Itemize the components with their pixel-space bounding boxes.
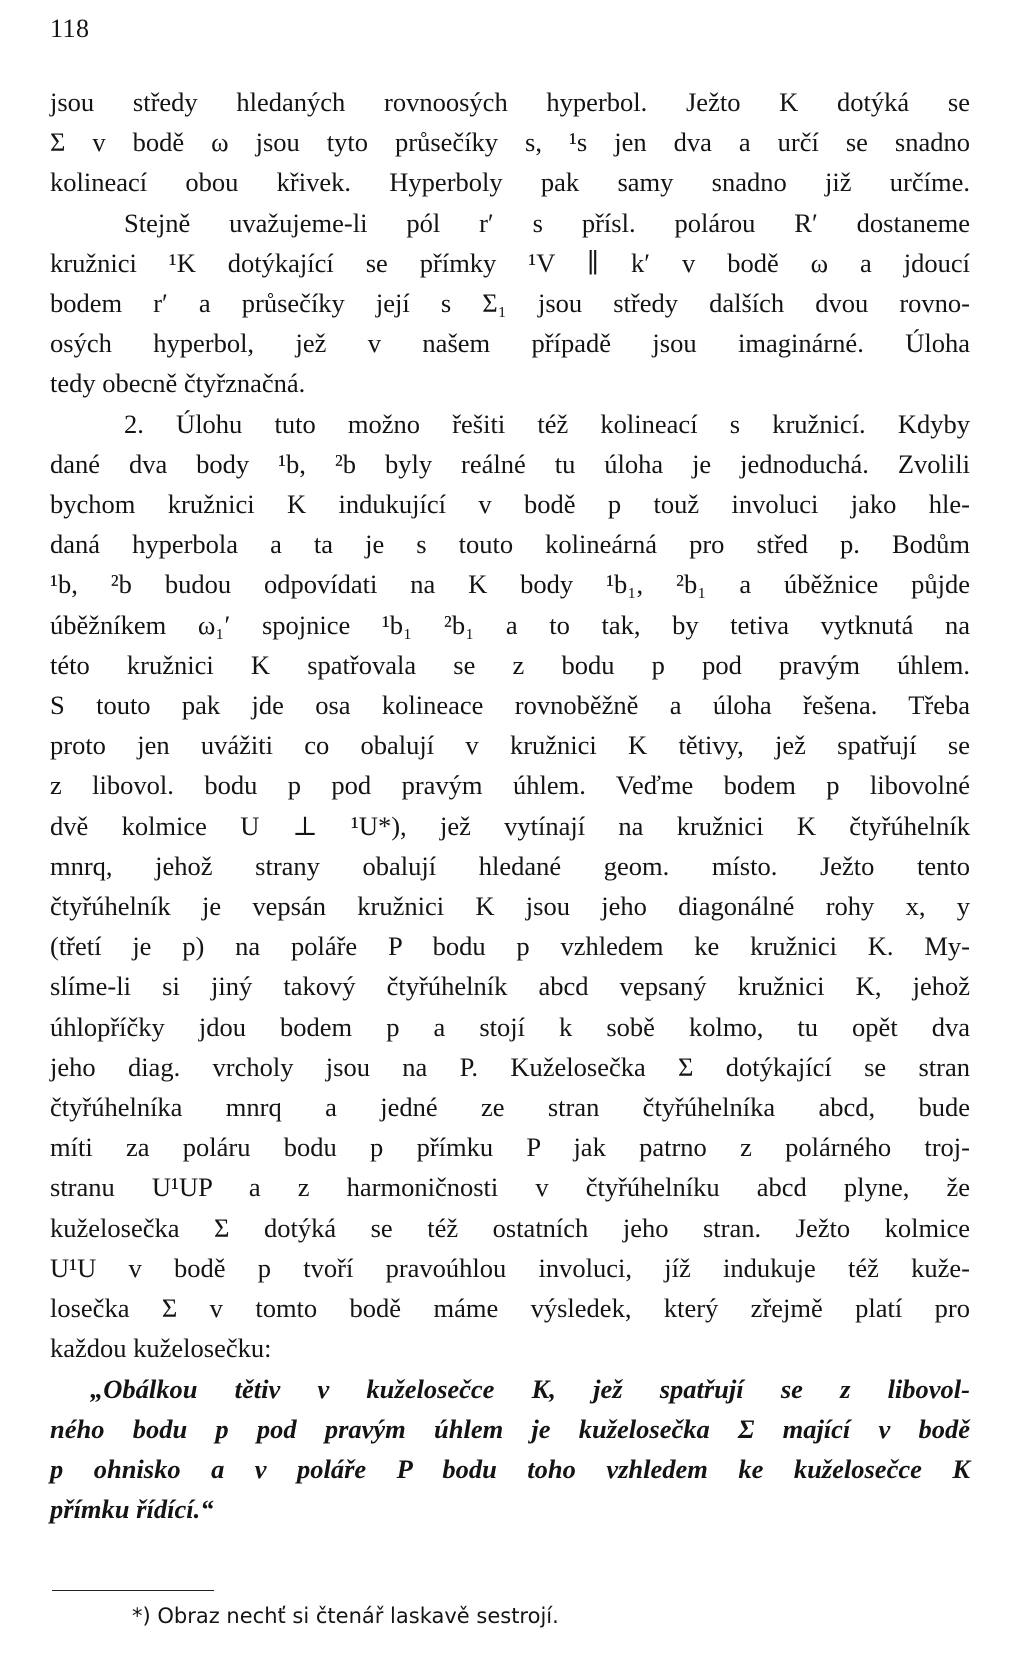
text-line: stranu U¹UP a z harmoničnosti v čtyřúhelníku abcd plyne, že [50,1172,970,1203]
text-line: jeho diag. vrcholy jsou na P. Kuželosečka Σ dotýkající se stran [50,1051,970,1082]
text-line: kuželosečka Σ dotýká se též ostatních jeho stran. Ježto kolmice [50,1212,970,1243]
quote-line: přímku řídící.“ [50,1494,214,1525]
page-number: 118 [50,14,90,43]
text-line: osých hyperbol, jež v našem případě jsou imaginárné. Úloha [50,328,970,359]
text-line: úběžníkem ω₁′ spojnice ¹b₁ ²b₁ a to tak, by tetiva vytknutá na [50,609,970,640]
quote-line: ného bodu p pod pravým úhlem je kuželosečka Σ mající v bodě [50,1413,970,1444]
text-line: čtyřúhelníka mnrq a jedné ze stran čtyřúhelníka abcd, bude [50,1092,970,1123]
quoted-theorem [50,1369,970,1530]
text-line: U¹U v bodě p tvoří pravoúhlou involuci, jíž indukuje též kuže- [50,1252,970,1283]
text-line: S touto pak jde osa kolineace rovnoběžně a úloha řešena. Třeba [50,690,970,721]
text-line: daná hyperbola a ta je s touto kolineárná pro střed p. Bodům [50,529,970,560]
text-line: losečka Σ v tomto bodě máme výsledek, který zřejmě platí pro [50,1293,970,1324]
text-line: kružnici ¹K dotýkající se přímky ¹V ∥ k′ v bodě ω a jdoucí [50,247,970,278]
text-line: Stejně uvažujeme-li pól r′ s přísl. polárou R′ dostaneme [124,207,970,238]
text-line: dané dva body ¹b, ²b byly reálné tu úloha je jednoduchá. Zvolili [50,448,970,479]
footnote-divider [52,1590,214,1591]
body-text [50,82,970,1529]
text-line: dvě kolmice U ⊥ ¹U*), jež vytínají na kružnici K čtyřúhelník [50,810,970,841]
text-line: jsou středy hledaných rovnoosých hyperbol. Ježto K dotýká se [50,87,970,117]
text-line: čtyřúhelník je vepsán kružnici K jsou jeho diagonálné rohy x, y [50,891,970,922]
text-line: proto jen uvážiti co obalují v kružnici K tětivy, jež spatřují se [50,730,970,761]
text-line: slíme-li si jiný takový čtyřúhelník abcd vepsaný kružnici K, jehož [50,971,970,1002]
text-line: Σ v bodě ω jsou tyto průsečíky s, ¹s jen dva a určí se snadno [50,127,970,158]
text-line: každou kuželosečku: [50,1333,272,1364]
text-line: míti za poláru bodu p přímku P jak patrno z polárného troj- [50,1132,970,1163]
footnote: *) Obraz nechť si čtenář laskavě sestrojí. [132,1604,559,1628]
quote-line: p ohnisko a v poláře P bodu toho vzhledem ke kuželosečce K [50,1453,970,1484]
text-line: bychom kružnici K indukující v bodě p touž involuci jako hle- [50,489,970,520]
text-line: (třetí je p) na poláře P bodu p vzhledem ke kružnici K. My- [50,931,970,962]
text-line: mnrq, jehož strany obalují hledané geom. místo. Ježto tento [50,850,970,881]
text-line: bodem r′ a průsečíky její s Σ₁ jsou středy dalších dvou rovno- [50,288,970,319]
text-line: kolineací obou křivek. Hyperboly pak samy snadno již určíme. [50,167,970,198]
text-line: tedy obecně čtyřznačná. [50,368,306,399]
text-line: ¹b, ²b budou odpovídati na K body ¹b₁, ²b₁ a úběžnice půjde [50,569,970,600]
text-line: této kružnici K spatřovala se z bodu p pod pravým úhlem. [50,649,970,680]
text-line: úhlopříčky jdou bodem p a stojí k sobě kolmo, tu opět dva [50,1011,970,1042]
text-line: z libovol. bodu p pod pravým úhlem. Veďme bodem p libovolné [50,770,970,801]
quote-line: „Obálkou tětiv v kuželosečce K, jež spatřují se z libovol- [90,1373,970,1404]
text-line: 2. Úlohu tuto možno řešiti též kolineací s kružnicí. Kdyby [124,408,970,439]
